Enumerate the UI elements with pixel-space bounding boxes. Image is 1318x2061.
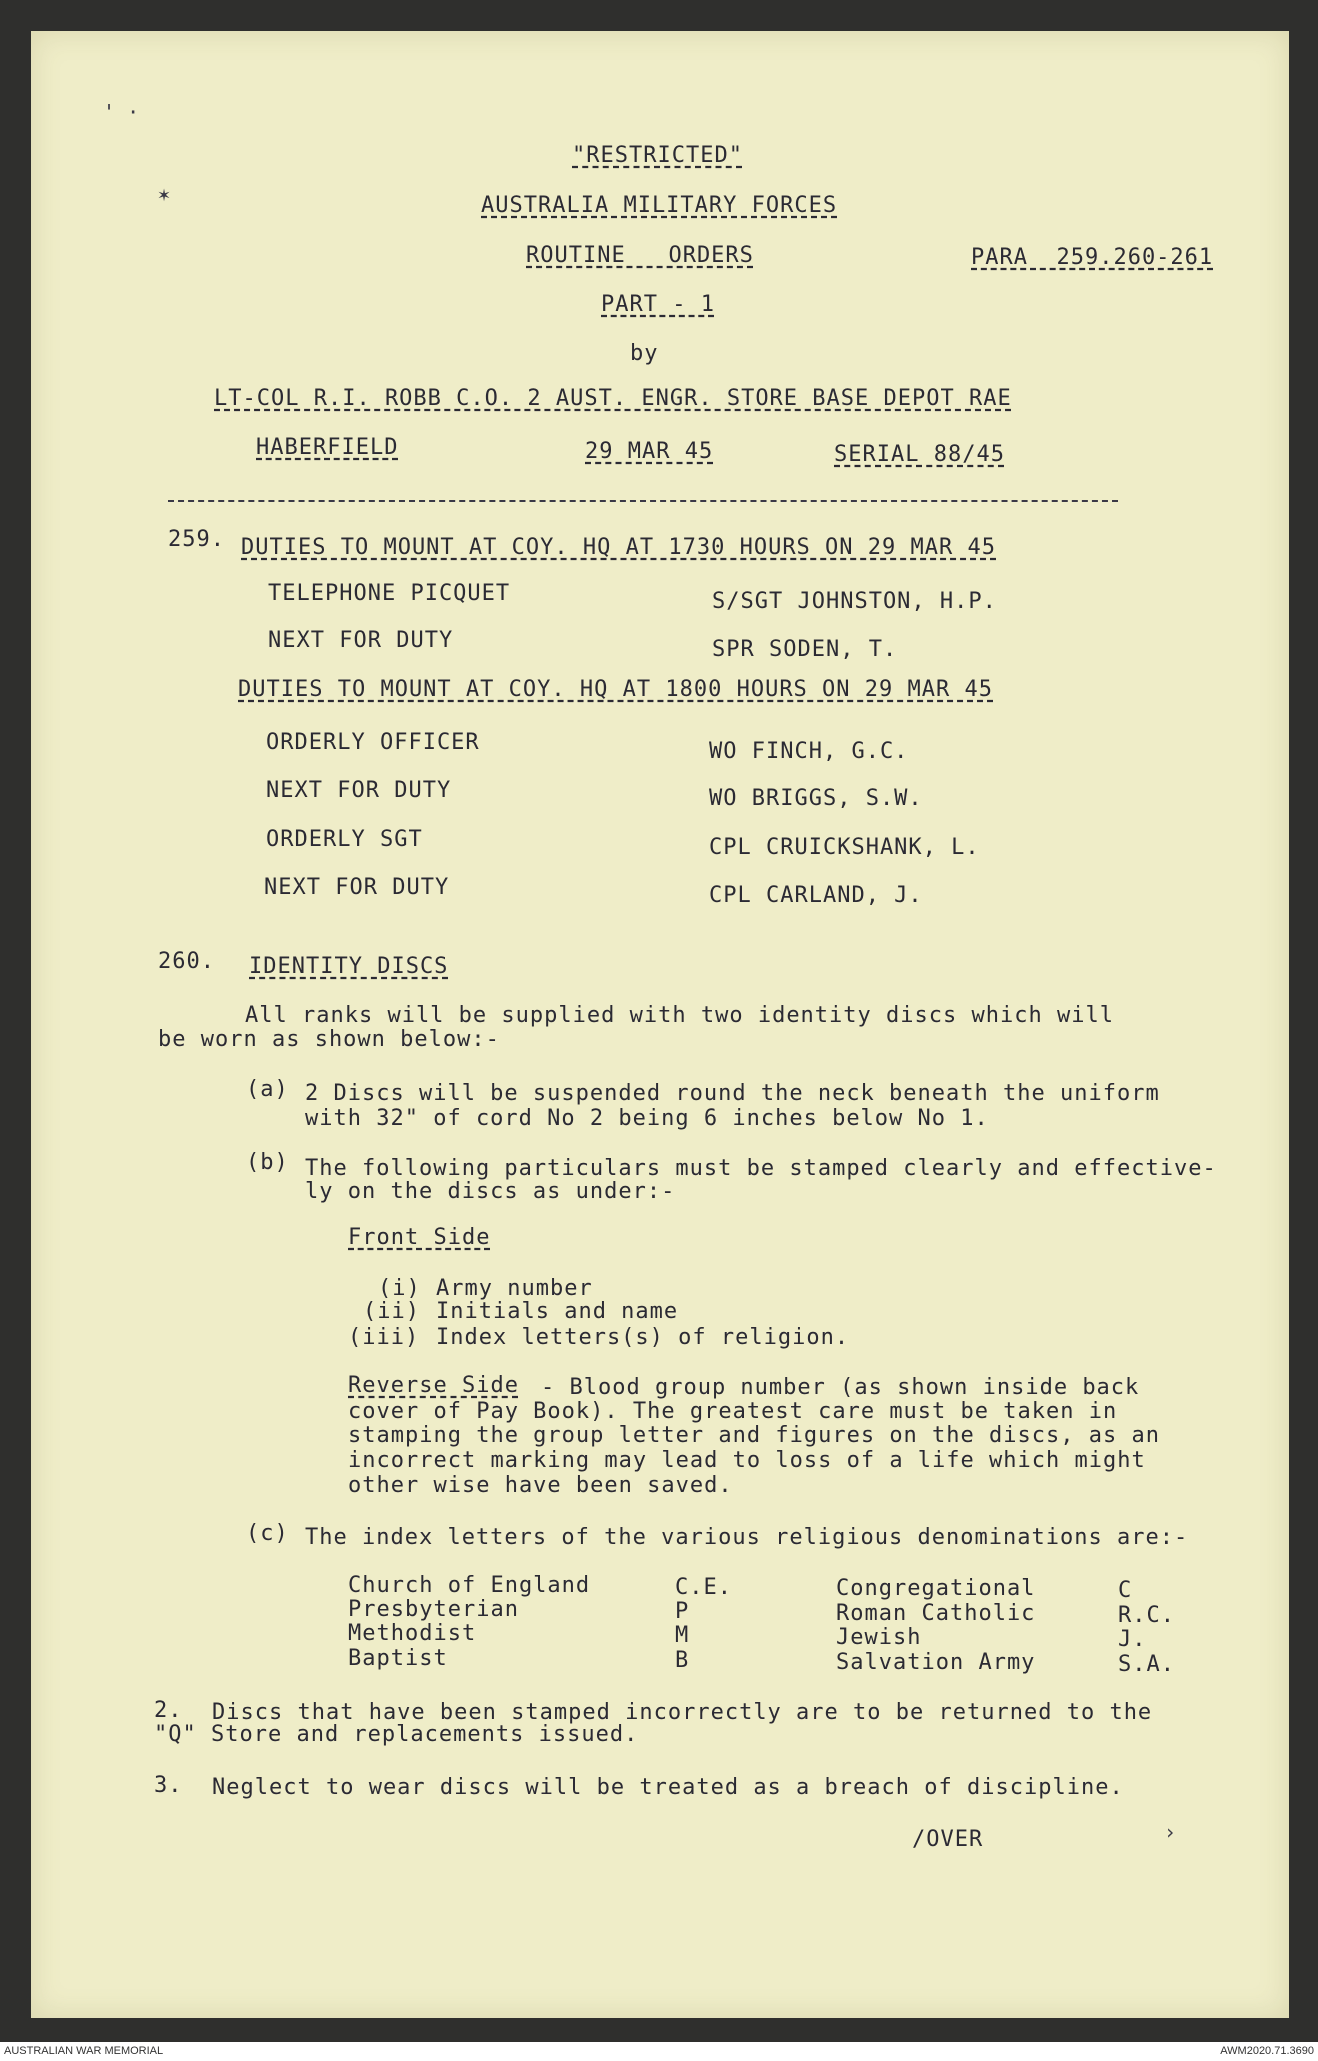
routine-orders-title: ROUTINE ORDERS: [526, 243, 754, 268]
denomination-name: Roman Catholic: [836, 1601, 1036, 1626]
front-item-text: Initials and name: [436, 1299, 679, 1324]
para-260-heading: IDENTITY DISCS: [249, 954, 449, 979]
denomination-code: R.C.: [1118, 1603, 1175, 1628]
serial-label: SERIAL 88/45: [834, 442, 1005, 467]
reverse-side-heading: Reverse Side: [348, 1373, 519, 1398]
duty-role: TELEPHONE PICQUET: [268, 581, 511, 606]
duty-person: CPL CRUICKSHANK, L.: [709, 835, 980, 860]
duty-person: S/SGT JOHNSTON, H.P.: [712, 589, 997, 614]
header-divider: [168, 500, 1118, 502]
archive-footer: [0, 2042, 1318, 2061]
intro-line: be worn as shown below:-: [158, 1027, 500, 1052]
denomination-name: Jewish: [836, 1625, 922, 1650]
over-label: /OVER: [912, 1827, 984, 1852]
duty-person: CPL CARLAND, J.: [709, 883, 923, 908]
ink-speck: ✶: [158, 182, 171, 206]
denomination-name: Church of England: [348, 1573, 591, 1598]
officer-line: LT-COL R.I. ROBB C.O. 2 AUST. ENGR. STORE BASE DEPOT RAE: [214, 386, 1012, 411]
denomination-code: M: [675, 1623, 690, 1648]
denomination-name: Congregational: [836, 1576, 1036, 1601]
ink-speck: ›: [1164, 1820, 1177, 1844]
duty-role: ORDERLY OFFICER: [266, 730, 480, 755]
reverse-line: cover of Pay Book). The greatest care must be taken in: [348, 1399, 1118, 1424]
denomination-code: C.E.: [675, 1575, 732, 1600]
item-a-label: (a): [246, 1077, 289, 1102]
front-side-heading: Front Side: [348, 1225, 491, 1250]
duty-person: WO BRIGGS, S.W.: [709, 786, 923, 811]
front-item-number: (iii): [348, 1325, 420, 1350]
clause-number: 3.: [154, 1773, 183, 1798]
part-label: PART - 1: [601, 292, 715, 317]
clause-text: "Q" Store and replacements issued.: [154, 1722, 639, 1747]
item-b-label: (b): [246, 1150, 289, 1175]
front-item-number: (ii): [363, 1299, 420, 1324]
denomination-code: S.A.: [1118, 1652, 1175, 1677]
clause-number: 2.: [154, 1698, 183, 1723]
by-label: by: [630, 341, 659, 366]
footer-source: AUSTRALIAN WAR MEMORIAL: [4, 2045, 164, 2057]
para-numbers: PARA 259.260-261: [971, 245, 1214, 270]
para-259-heading: DUTIES TO MOUNT AT COY. HQ AT 1730 HOURS ON 29 MAR 45: [241, 535, 996, 560]
duty-person: SPR SODEN, T.: [712, 637, 898, 662]
denomination-code: P: [675, 1599, 690, 1624]
item-a-line: with 32" of cord No 2 being 6 inches below No 1.: [305, 1106, 989, 1131]
duty-role: NEXT FOR DUTY: [268, 628, 454, 653]
item-b-line: ly on the discs as under:-: [305, 1179, 676, 1204]
para-259-number: 259.: [168, 527, 225, 552]
denomination-code: B: [675, 1648, 690, 1673]
ink-speck: ' ·: [103, 100, 140, 124]
front-item-text: Index letters(s) of religion.: [436, 1325, 850, 1350]
item-b-line: The following particulars must be stamped clearly and effective-: [305, 1156, 1217, 1181]
denomination-code: C: [1118, 1578, 1133, 1603]
forces-title: AUSTRALIA MILITARY FORCES: [481, 193, 838, 218]
duty-role: NEXT FOR DUTY: [264, 875, 450, 900]
item-c-label: (c): [246, 1521, 289, 1546]
reverse-line: - Blood group number (as shown inside back: [541, 1375, 1140, 1400]
denomination-name: Methodist: [348, 1621, 477, 1646]
reverse-line: other wise have been saved.: [348, 1473, 733, 1498]
clause-text: Discs that have been stamped incorrectly are to be returned to the: [212, 1700, 1153, 1725]
duty-role: NEXT FOR DUTY: [266, 778, 452, 803]
denomination-name: Baptist: [348, 1646, 448, 1671]
reverse-line: incorrect marking may lead to loss of a life which might: [348, 1448, 1146, 1473]
denomination-name: Presbyterian: [348, 1597, 519, 1622]
footer-id: AWM2020.71.3690: [1220, 2045, 1314, 2057]
reverse-line: stamping the group letter and figures on the discs, as an: [348, 1423, 1160, 1448]
place-label: HABERFIELD: [256, 435, 399, 460]
date-label: 29 MAR 45: [585, 439, 714, 464]
intro-line: All ranks will be supplied with two identity discs which will: [245, 1003, 1114, 1028]
front-item-text: Army number: [436, 1276, 593, 1301]
para-259-heading-2: DUTIES TO MOUNT AT COY. HQ AT 1800 HOURS ON 29 MAR 45: [238, 677, 993, 702]
restricted-label: "RESTRICTED": [572, 143, 743, 168]
duty-person: WO FINCH, G.C.: [709, 739, 909, 764]
clause-text: Neglect to wear discs will be treated as a breach of discipline.: [212, 1775, 1124, 1800]
front-item-number: (i): [378, 1276, 421, 1301]
item-c-line: The index letters of the various religious denominations are:-: [305, 1525, 1189, 1550]
para-260-number: 260.: [158, 949, 215, 974]
item-a-line: 2 Discs will be suspended round the neck beneath the uniform: [305, 1081, 1160, 1106]
denomination-code: J.: [1118, 1627, 1147, 1652]
duty-role: ORDERLY SGT: [266, 827, 423, 852]
denomination-name: Salvation Army: [836, 1650, 1036, 1675]
